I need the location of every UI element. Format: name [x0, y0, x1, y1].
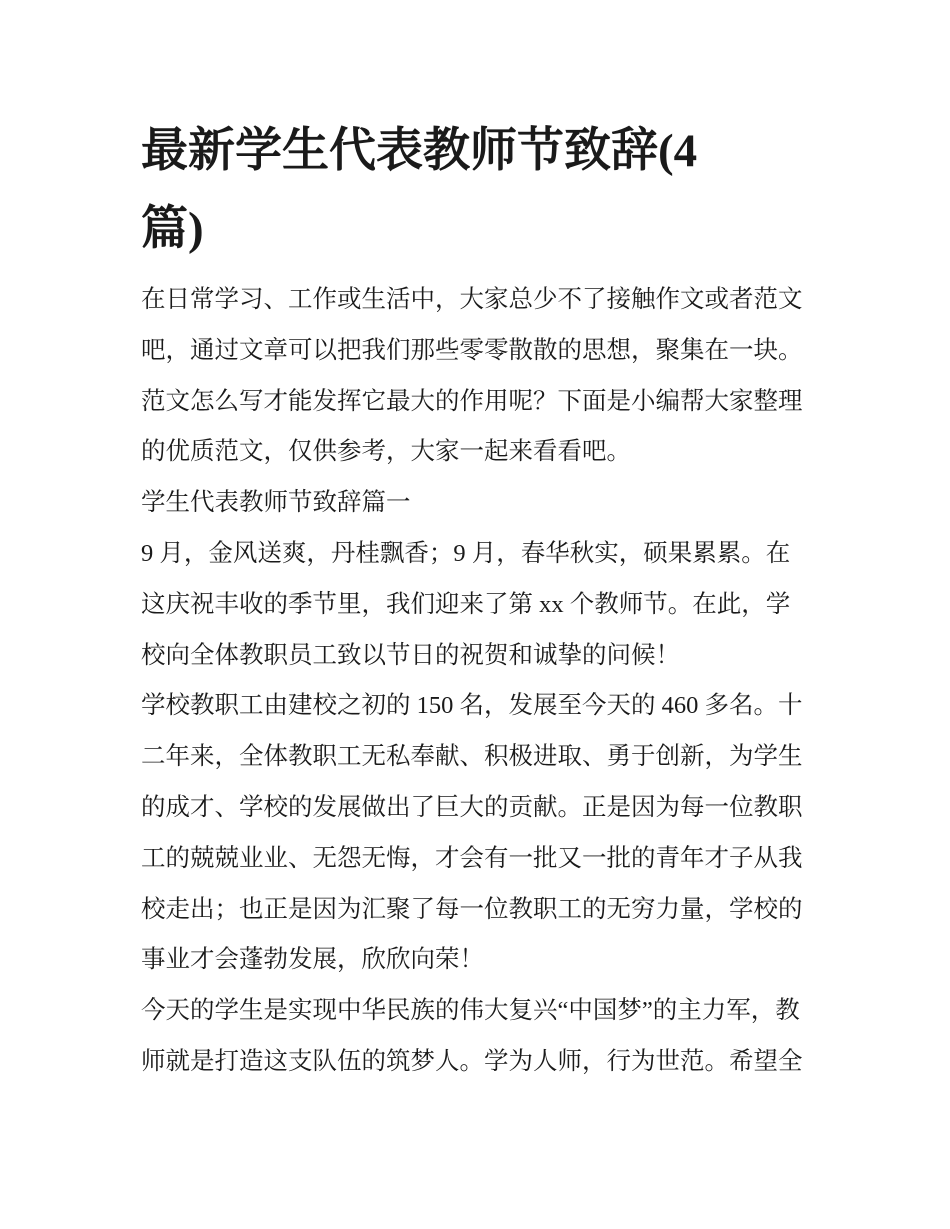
text-line: 在日常学习、工作或生活中，大家总少不了接触作文或者范文 — [141, 286, 803, 313]
text-line: 今天的学生是实现中华民族的伟大复兴“中国梦”的主力军，教 — [141, 997, 800, 1025]
document-body — [141, 275, 821, 1088]
text-line: 工的兢兢业业、无怨无悔，才会有一批又一批的青年才子从我 — [141, 844, 803, 872]
intro-paragraph — [141, 275, 821, 478]
title-line: 最新学生代表教师节致辞(4 — [141, 125, 698, 177]
paragraph — [141, 529, 821, 681]
text-line: 的成才、学校的发展做出了巨大的贡献。正是因为每一位教职 — [141, 793, 803, 821]
text-line: 师就是打造这支队伍的筑梦人。学为人师，行为世范。希望全 — [141, 1047, 803, 1075]
paragraph — [141, 986, 821, 1088]
title-line: 篇) — [141, 203, 204, 255]
text-line: 范文怎么写才能发挥它最大的作用呢？下面是小编帮大家整理 — [141, 387, 803, 415]
text-line: 校向全体教职员工致以节日的祝贺和诚挚的问候！ — [141, 641, 680, 669]
text-line: 学生代表教师节致辞篇一 — [141, 489, 411, 517]
text-line: 校走出；也正是因为汇聚了每一位教职工的无穷力量，学校的 — [141, 895, 803, 923]
paragraph — [141, 681, 821, 986]
text-line: 事业才会蓬勃发展，欣欣向荣！ — [141, 946, 484, 974]
text-line: 这庆祝丰收的季节里，我们迎来了第 xx 个教师节。在此，学 — [141, 590, 791, 618]
text-line: 吧，通过文章可以把我们那些零零散散的思想，聚集在一块。 — [141, 336, 803, 364]
text-line: 9 月，金风送爽，丹桂飘香；9 月，春华秋实，硕果累累。在 — [141, 539, 791, 567]
text-line: 学校教职工由建校之初的 150 名，发展至今天的 460 多名。十 — [141, 692, 803, 720]
text-line: 二年来，全体教职工无私奉献、积极进取、勇于创新，为学生 — [141, 743, 803, 771]
section-heading — [141, 478, 821, 529]
document-title — [141, 112, 697, 268]
text-line: 的优质范文，仅供参考，大家一起来看看吧。 — [141, 438, 631, 466]
